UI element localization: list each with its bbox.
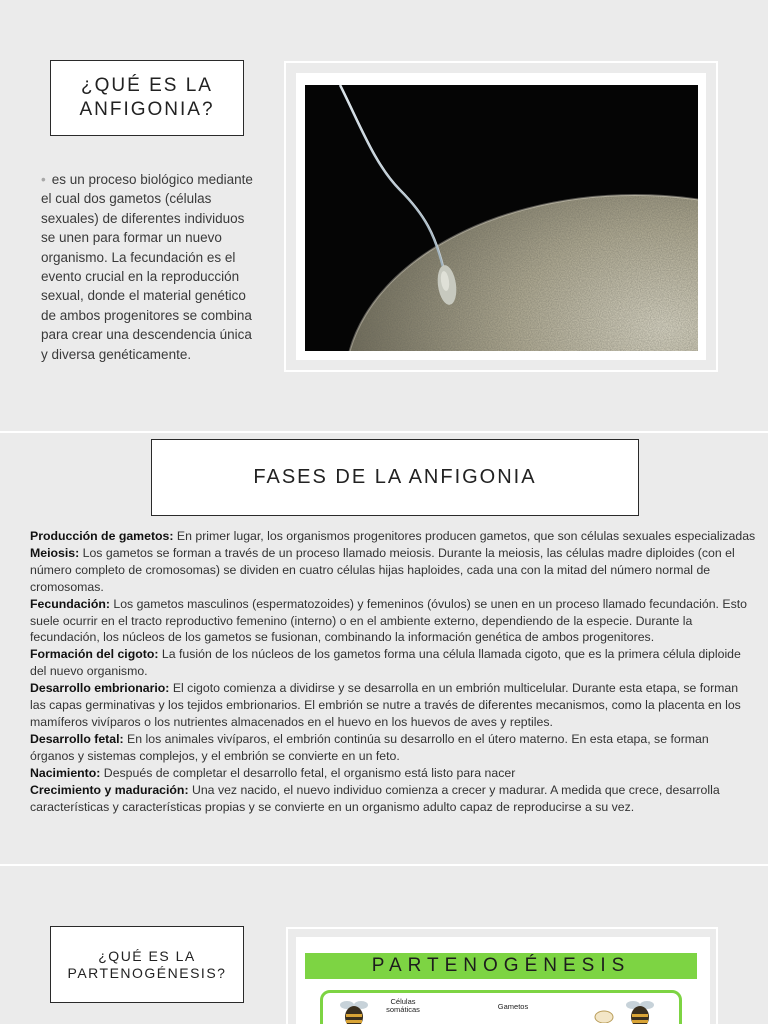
phase-text: Los gametos se forman a través de un proceso llamado meiosis. Durante la meiosis, las células madre diploides (con el número completo de cromosomas) se dividen en cuatro células hijas haploides, cada una con la mitad del número normal de cromosomas. [30, 545, 735, 594]
phase-text: Los gametos masculinos (espermatozoides) y femeninos (óvulos) se unen en un proceso llamado fecundación. Esto suele ocurrir en el tracto reproductivo femenino (interno) o en el ambiente externo, dependiendo de la especie. Durante la fecundación, los núcleos de los gametos se fusionan, combinando la información genética de ambos progenitores. [30, 596, 747, 645]
phase-term: Producción de gametos: [30, 529, 174, 543]
slide-title [50, 60, 244, 136]
title-text: FASES DE LA ANFIGONIA [253, 466, 537, 488]
phase-text: Después de completar el desarrollo fetal, el organismo está listo para nacer [100, 765, 516, 780]
phase-term: Fecundación: [30, 596, 110, 611]
phase-term: Crecimiento y maduración: [30, 782, 189, 797]
slide-anfigonia [0, 0, 768, 431]
phase-text: La fusión de los núcleos de los gametos forma una célula llamada cigoto, que es la primera célula diploide del nuevo organismo. [30, 647, 741, 679]
phases-list [30, 528, 756, 815]
phase-term: Formación del cigoto: [30, 647, 159, 662]
phase-text: En primer lugar, los organismos progenitores producen gametos, que son células sexuales especializadas [173, 529, 756, 543]
phase-item [30, 782, 756, 816]
photo-matte [296, 73, 706, 360]
bullet-paragraph [41, 170, 256, 364]
slide-partenogenesis [0, 866, 768, 1024]
phase-term: Desarrollo embrionario: [30, 681, 170, 696]
somatic-cells-label: Células somáticas [386, 997, 420, 1014]
bee-icon [337, 999, 371, 1024]
diagram-banner: PARTENOGÉNESIS [305, 953, 697, 979]
fertilization-illustration [305, 85, 698, 351]
cell-icon [593, 1007, 615, 1023]
slide-fases [0, 433, 768, 864]
title-text: ¿QUÉ ES LA ANFIGONIA? [79, 75, 215, 120]
slide-title [151, 439, 639, 516]
phase-item [30, 731, 756, 765]
slide-title [50, 926, 244, 1003]
gametes-label: Gametos [497, 1002, 529, 1011]
diagram-box [320, 990, 682, 1024]
phase-item [30, 680, 756, 731]
bullet-text: es un proceso biológico mediante el cual dos gametos (células sexuales) de diferentes individuos se unen para formar un nuevo organismo. La fecundación es el evento crucial en la reproducción sexual, donde el material genético de ambos progenitores se combina para crear una descendencia única y diversa genéticamente. [41, 172, 253, 362]
phase-term: Meiosis: [30, 545, 80, 560]
phase-term: Nacimiento: [30, 765, 101, 780]
phase-term: Desarrollo fetal: [30, 731, 124, 746]
phase-item [30, 765, 756, 782]
sperm-egg-photo [305, 85, 698, 351]
title-text: ¿QUÉ ES LA PARTENOGÉNESIS? [67, 947, 227, 981]
phase-text: Una vez nacido, el nuevo individuo comienza a crecer y madurar. A medida que crece, desarrolla características y características propias y se convierte en un organismo adulto capaz de reproducirse a su vez. [30, 782, 720, 814]
phase-text: En los animales vivíparos, el embrión continúa su desarrollo en el útero materno. En esta etapa, se forman órganos y sistemas complejos, y el embrión se convierte en un feto. [30, 731, 709, 763]
phase-item [30, 528, 756, 545]
bullet-dot-icon: • [41, 172, 46, 187]
photo-frame [284, 61, 718, 372]
phase-item [30, 545, 756, 596]
diagram [296, 937, 710, 1024]
diagram-frame [286, 927, 718, 1024]
phase-text: El cigoto comienza a dividirse y se desarrolla en un embrión multicelular. Durante esta etapa, se forman las capas germinativas y los tejidos embrionarios. El embrión se nutre a través de diferentes mecanismos, como la placenta en los mamíferos vivíparos o los nutrientes almacenados en el huevo en los huevos de aves y reptiles. [30, 681, 741, 729]
phase-item [30, 596, 756, 647]
bee-icon [623, 999, 657, 1024]
phase-item [30, 646, 756, 680]
